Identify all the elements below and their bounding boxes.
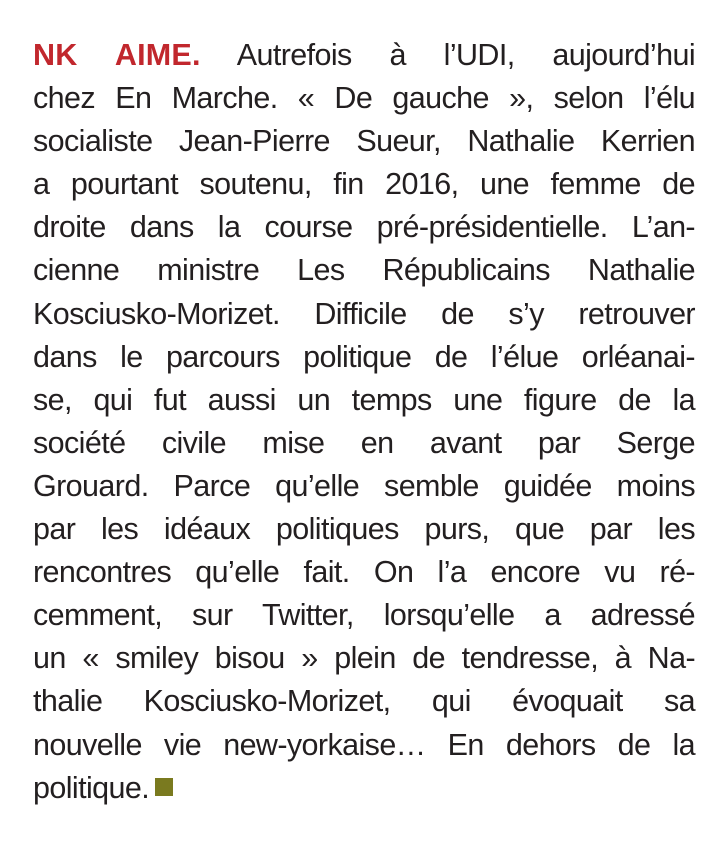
line-text: un « smiley bisou » plein de tendresse, à Na- (33, 641, 695, 676)
line-text: chez En Marche. « De gauche », selon l’élu (33, 81, 695, 116)
article-body (33, 34, 695, 810)
line-text: cemment, sur Twitter, lorsqu’elle a adressé (33, 598, 695, 633)
line-text: Autrefois à l’UDI, aujourd’hui (236, 38, 696, 72)
article-line-15 (33, 637, 695, 680)
line-text: se, qui fut aussi un temps une figure de la (33, 382, 695, 417)
article-line-6 (33, 249, 695, 292)
line-text: socialiste Jean-Pierre Sueur, Nathalie Kerrien (33, 124, 695, 159)
article-line-8 (33, 336, 695, 379)
line-text: rencontres qu’elle fait. On l’a encore vu ré- (33, 555, 695, 590)
article-line-4 (33, 163, 695, 206)
article-line-16 (33, 680, 695, 723)
line-text: droite dans la course pré-présidentielle. L’an- (33, 210, 695, 245)
article-line-9 (33, 379, 695, 422)
article-line-12 (33, 508, 695, 551)
line-text: nouvelle vie new-yorkaise… En dehors de la (33, 727, 695, 762)
line-text: par les idéaux politiques purs, que par les (33, 512, 695, 547)
article-line-5 (33, 206, 695, 249)
line-text: thalie Kosciusko-Morizet, qui évoquait sa (33, 684, 695, 719)
article-line-14 (33, 594, 695, 637)
article-line-2 (33, 77, 695, 120)
article-line-11 (33, 465, 695, 508)
line-text: dans le parcours politique de l’élue orléanai- (33, 339, 695, 374)
article-line-13 (33, 551, 695, 594)
line-text: Grouard. Parce qu’elle semble guidée moins (33, 468, 695, 503)
line-text: politique. (33, 770, 150, 805)
line-text: Kosciusko-Morizet. Difficile de s’y retrouver (33, 296, 695, 331)
article-line-7 (33, 293, 695, 336)
line-text: société civile mise en avant par Serge (33, 425, 695, 460)
end-mark-square-icon (155, 778, 173, 796)
article-line-10 (33, 422, 695, 465)
line-text: a pourtant soutenu, fin 2016, une femme de (33, 167, 695, 202)
article-line-17 (33, 724, 695, 767)
article-line-18 (33, 767, 695, 810)
kicker: NK AIME. (33, 38, 201, 72)
article-line-1 (33, 34, 695, 77)
line-text: cienne ministre Les Républicains Nathalie (33, 253, 695, 288)
article-line-3 (33, 120, 695, 163)
